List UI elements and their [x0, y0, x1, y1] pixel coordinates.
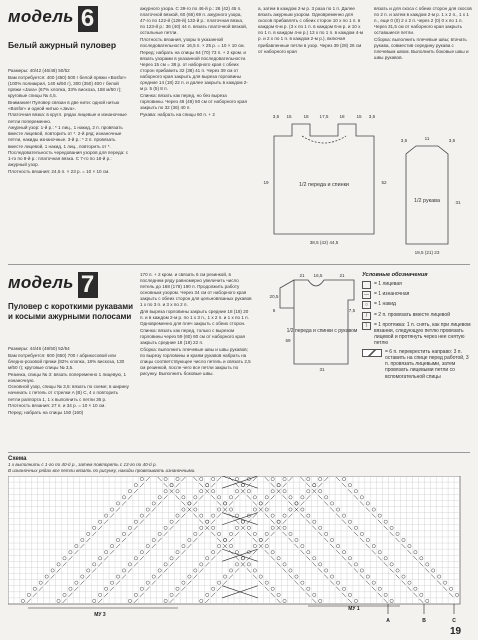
chart-note-1: 1 х выполнить с 1-го по 40-й р., затем повторять с 13-го по 40-й р.: [8, 462, 157, 467]
piece-label: 1/2 рукава: [414, 198, 440, 204]
legend-symbol-icon: —: [364, 292, 369, 299]
model-6-text-col4: [374, 6, 472, 86]
dim-label: 38,5 (42) 44,5: [309, 240, 339, 245]
paragraph: Вам потребуется: 400 (450) 500 г белой пряжи «Bosfor» (100% полиакрил, 140 м/50 г), 300 (350) 400 г белой пряжи «Java» (67% хлопка, 33% вискоза, 158 м/50 г); круговые спицы № 4,5.: [8, 74, 127, 98]
legend-title: Условные обозначения: [362, 272, 428, 278]
dim-label: 7,5: [348, 308, 356, 313]
paragraph: Размеры: 44/46 (48/50) 52/54: [8, 346, 70, 351]
dim-label: 16,5: [313, 273, 323, 278]
chart-header: [8, 456, 468, 474]
paragraph: Перед: набрать на спицы 150 (160): [8, 409, 84, 415]
dim-label: 18: [303, 114, 309, 119]
legend-symbol-icon: [362, 349, 382, 357]
dim-label: 6: [272, 308, 276, 313]
model-6-title: Белый ажурный пуловер: [8, 40, 117, 50]
dim-label: 15: [286, 114, 292, 119]
neckline: [302, 136, 346, 143]
legend-item: [362, 301, 472, 309]
model-word: модель: [8, 273, 74, 292]
legend-text: = 1 изнаночная: [374, 291, 410, 298]
legend-text: = 6 п. перекрестить направо: 3 п. оставить на спице перед работой, 3 п. провязать лицевыми, затем провязать лицевыми петли со вспомогательной спицы: [385, 348, 469, 380]
dim-label: 18: [339, 114, 345, 119]
arrow-label: B: [422, 618, 426, 624]
chart-divider: [8, 452, 470, 453]
body-outline: [294, 280, 354, 364]
model-7-header: [8, 272, 136, 298]
legend-list: [362, 281, 472, 380]
legend-symbol-icon: \: [362, 322, 371, 330]
paragraph: Вам потребуется: 600 (650) 700 г абрикосовой или бледно-розовой пряжи (82% хлопка, 18% вискоза, 130 м/50 г); круговые спицы № 3,5.: [8, 352, 125, 370]
arrow-label: C: [452, 618, 456, 624]
legend-item: [362, 281, 472, 289]
model-word: модель: [8, 7, 74, 26]
paragraph: 170 п. + 2 кром. и связать 6 см резинкой, в последнем ряду равномерно увеличить число петель до 168 (178) 190 п. Продолжить работу основным узором. Через 34 см от наборного края закрыть с обеих сторон для цельновязаных рукавов 1 х по 3 п. и 3 х по 2 п.: [140, 272, 252, 308]
model-7-schematic: [254, 272, 358, 372]
model-6-text-col3: [258, 6, 366, 66]
legend-symbol-icon: /: [362, 312, 371, 320]
legend-symbol-icon: ○: [362, 301, 371, 309]
section-divider: [8, 264, 470, 265]
model-7-text-col2: [140, 272, 252, 448]
dim-label: 17,5: [319, 114, 329, 119]
legend-symbol-icon: [362, 281, 371, 289]
model-7-text-col1: [8, 346, 130, 446]
chart-title: Схема: [8, 456, 27, 462]
dim-label: 31: [455, 200, 461, 205]
dim-label: 59: [285, 338, 291, 343]
legend-item: [362, 312, 472, 320]
body-outline: [274, 124, 374, 234]
arrow-label: A: [386, 618, 390, 624]
paragraph: Спинка: вязать как перед, только с вырезом горловины через 59 (60) 60 см от наборного края закрыть средние 18 (18) 22 п.: [140, 328, 245, 346]
legend-text: = 1 лицевая: [374, 281, 402, 287]
paragraph: Плотность вязания: 24,5 п. × 23 р. = 10 × 10 см.: [8, 169, 110, 175]
dim-label: 19,5 (21) 23: [414, 250, 440, 255]
piece-label: 1/2 переда и спинки с рукавом: [286, 328, 358, 334]
paragraph: Платочная вязка: в кругл. рядах лицевые и изнаночные петли попеременно.: [8, 112, 127, 124]
dim-label: 3,5: [448, 138, 456, 143]
legend: [362, 272, 472, 382]
paragraph: ажурного узора. С 39-го по 46-й р.: 26 (42) 45 п. платочной вязкой, 60 (66) 69 п. ажурного узора, 47-го по 122-й (128-й) 132-й р.: платочная вязка, по 123-й р.: 36 (40) 44 п. вязать платочной вязкой, остальные петли.: [140, 6, 248, 36]
rapport-label: МУ 3: [94, 612, 106, 618]
model-number: 6: [78, 6, 98, 32]
paragraph: Сборка: выполнить плечевые швы; втачать рукава, совместив середину рукава с плечевым швом. Выполнить боковые швы и швы рукавов.: [374, 37, 469, 61]
paragraph: Для выреза горловины закрыть средние 18 (18) 20 п. и в каждом 2-м р. по 1 х 3 п., 1 х 2 п. и 1 х по 1 п. Одновременно для плеч закрыть с обеих сторон.: [140, 309, 249, 327]
paragraph: Основной узор, спицы № 3,5: вязать по схеме; в ширину начинать с петель от стрелки A (B) C, 4 х повторить петли раппорта 1, 1 х выполнить с петли 36 р.: [8, 384, 129, 402]
paragraph: Ажурный узор: 1-й р.: * 1 лиц., 1 накид, 2 п. провязать вместе лицевой, повторить от *. 2-й ряд: изнаночные петли, накиды изнаночные. 3-й р.: * 2 п. провязать вместе лицевой, 1 накид, 1 лиц., повторить от *.: [8, 125, 123, 149]
paragraph: а, затем в каждом 2-м р. 3 раза по 1 п. Далее вязать ажурным узором. Одновременно для скосов прибавлять с обеих сторон 10 х по 1 п. в каждом 6-м р. (3 х по 1 п. в каждом 6-м р. и 10 х по 1 п. в каждом 4-м р.) 13 х по 1 п. в каждом 4-м р. и 2 х по 1 п. в каждом 2-м р.), включая прибавленные петли в узор. Через 39 (28) 26 см от наборного края: [258, 6, 363, 54]
dim-label: 3,5: [400, 138, 408, 143]
paragraph: Перед: набрать на спицы 64 (70) 73 п. + 2 кром. и вязать узорами в указанной последовательности. Через 15 см = 38 р. от наборного края с обеих сторон прибавить 32 (38) 41 п. Через 39 см от наборного края закрыть для выреза горловины средние 14 (18) 22 п. и далее закрыть в каждом 2-м р. 5 (5) 8 п.: [140, 49, 248, 92]
model-number: 7: [78, 272, 98, 298]
legend-text: = 1 накид: [374, 301, 396, 308]
dim-label: 11: [424, 136, 430, 141]
dim-label: 15: [356, 114, 362, 119]
model-6-text-col2: [140, 6, 248, 256]
model-6-text-col1: [8, 68, 130, 258]
paragraph: Спинка: вязать как перед, но без выреза горловины. Через 46 (48) 50 см от наборного края закрыть по 32 (36) 40 п.: [140, 93, 247, 111]
page-number: 19: [450, 626, 462, 637]
dim-label: 19: [263, 180, 269, 185]
paragraph: Резинка, спицы № 3: вязать попеременно 1 лицевую, 1 изнаночную.: [8, 371, 127, 383]
paragraph: Плотность вязания, узоры в указанной последовательности: 16,5 п. × 25 р. = 10 × 10 см.: [140, 37, 245, 49]
dim-label: 52: [381, 180, 387, 185]
model-6-header: [8, 6, 128, 32]
dim-label: 21: [339, 273, 345, 278]
paragraph: Рукава: набрать на спицы 60 п. + 2: [140, 111, 215, 117]
model-6-schematic: [256, 84, 472, 264]
legend-text: = 2 п. провязать вместе лицевой: [374, 311, 450, 318]
legend-text: = 1 протяжка: 1 п. снять, как при лицевом вязании, следующую петлю провязать лицевой и протянуть через нее снятую петлю: [374, 321, 471, 347]
dim-label: 3,5: [272, 114, 280, 119]
sleeve-outline: [406, 146, 448, 244]
knitting-chart: [8, 476, 468, 624]
dim-label: 31: [319, 367, 325, 372]
paragraph: Внимание! Пуловер связан в две нити: одной нитью «Bosfor» и одной нитью «Java».: [8, 99, 120, 111]
chart-note-2: В изнаночных рядах все петли вязать по рисунку, накиды провязывать изнаночными.: [8, 468, 196, 473]
paragraph: вязать и для скоса с обеих сторон для скосов по 2 п. и затем в каждом 2-м р. 1 х 2 п., 1 х 1 п., еще 0 (0) 2 х 2 п. через 2 (0) 0 х по 1 п. Через 31,5 см от наборного края закрыть оставшиеся петли.: [374, 6, 472, 36]
sleeve-outline: [280, 280, 294, 308]
paragraph: Сборка: выполнить плечевые швы и швы рукавов; по вырезу горловины и краям рукавов набрать на спицы соответствующее число петель и связать 2,5 см резинкой, после чего все петли закрыть по рисунку. Выполнить боковые швы.: [140, 346, 251, 377]
dim-label: 21: [299, 273, 305, 278]
legend-item: [362, 291, 472, 299]
rapport-label: МУ 1: [348, 606, 360, 612]
model-7-title: Пуловер с короткими рукавами и косыми ажурными полосами: [8, 302, 134, 321]
paragraph: Размеры: 40/42 (46/48) 50/52: [8, 68, 70, 73]
legend-item: [362, 322, 472, 347]
arrows: [388, 604, 454, 614]
dim-label: 3,5: [368, 114, 376, 119]
legend-item: [362, 349, 472, 380]
dim-label: 20,5: [269, 294, 279, 299]
paragraph: Последовательность чередования узоров для переда: с 1-го по 8-й р.: платочная вязка. С 7-го по 18-й р.: ажурный узор.: [8, 150, 129, 168]
piece-label: 1/2 переда и спинки: [299, 182, 349, 188]
paragraph: Плотность вязания: 27 п. и 34 р. = 10 × 10 см.: [8, 403, 106, 409]
